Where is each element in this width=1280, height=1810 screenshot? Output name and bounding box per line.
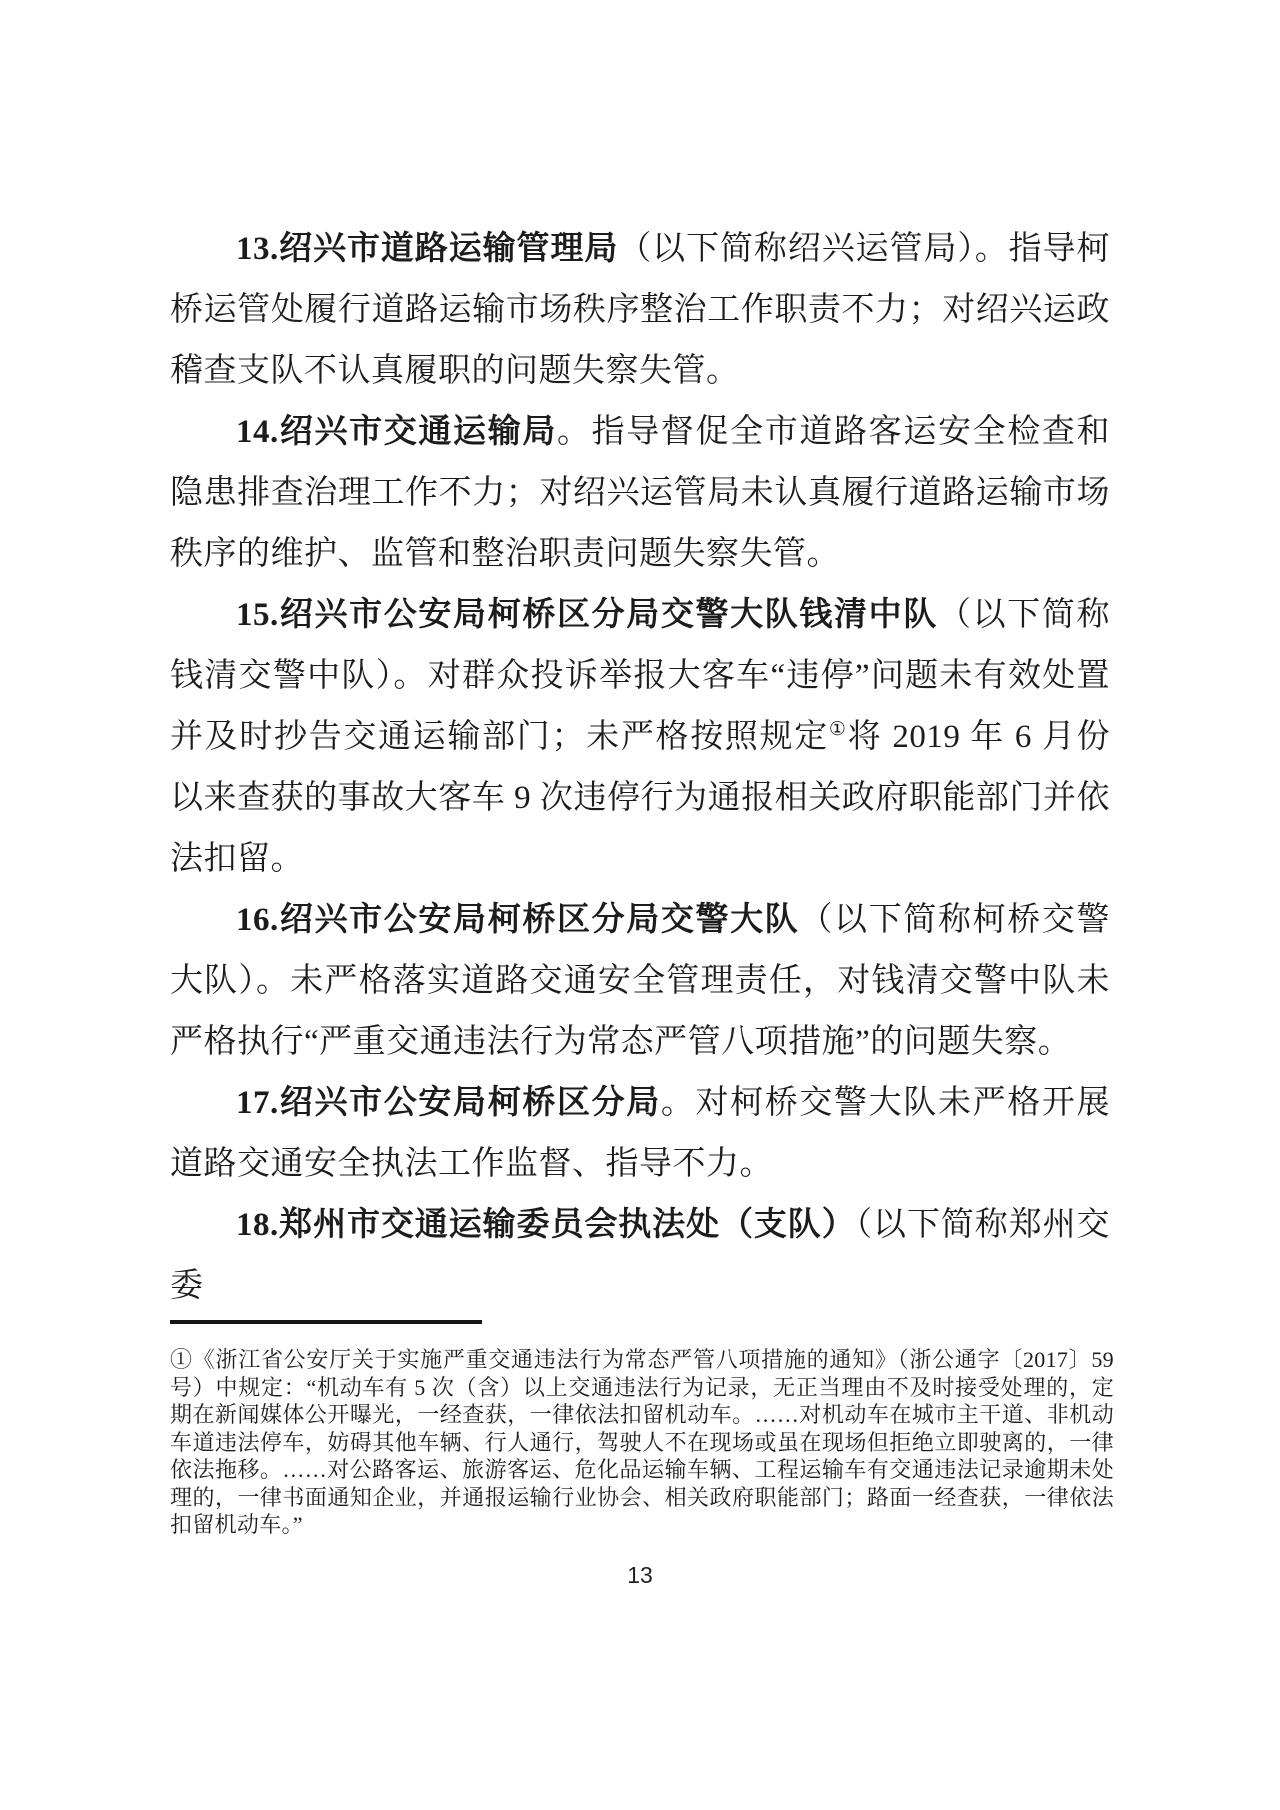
item-13 [170, 219, 1110, 402]
paragraph-text: （以下简称郑州交委 [170, 1207, 1111, 1304]
item-17 [170, 1073, 1110, 1195]
organization-name: 16.绍兴市公安局柯桥区分局交警大队 [236, 902, 800, 938]
footnote-separator [170, 1320, 482, 1324]
document-body [170, 219, 1110, 1317]
item-14 [170, 402, 1110, 585]
item-18 [170, 1195, 1110, 1317]
organization-name: 17.绍兴市公安局柯桥区分局 [236, 1085, 661, 1121]
paragraph-text: （以下简称柯桥交警大队）。未严格落实道路交通安全管理责任，对钱清交警中队未严格执行“严重交通违法行为常态严管八项措施”的问题失察。 [170, 902, 1111, 1060]
organization-name: 15.绍兴市公安局柯桥区分局交警大队钱清中队 [236, 597, 938, 633]
page-number: 13 [627, 1562, 653, 1588]
footnote: ①《浙江省公安厅关于实施严重交通违法行为常态严管八项措施的通知》（浙公通字〔2017〕59 号）中规定：“机动车有 5 次（含）以上交通违法行为记录，无正当理由不及时接受处理的，定期在新闻媒体公开曝光，一经查获，一律依法扣留机动车。……对机动车在城市主干道、非机动车道违法停车，妨碍其他车辆、行人通行，驾驶人不在现场或虽在现场但拒绝立即驶离的，一律依法拖移。……对公路客运、旅游客运、危化品运输车辆、工程运输车有交通违法记录逾期未处理的，一律书面通知企业，并通报运输行业协会、相关政府职能部门；路面一经查获，一律依法扣留机动车。” [170, 1347, 1114, 1537]
organization-name: 14.绍兴市交通运输局 [236, 414, 557, 450]
paragraph-text: （以下简称钱清交警中队）。对群众投诉举报大客车“违停”问题未有效处置并及时抄告交通运输部门；未严格按照规定 [170, 597, 1111, 755]
paragraph-text: 将 2019 年 6 月份以来查获的事故大客车 9 次违停行为通报相关政府职能部门并依法扣留。 [170, 719, 1111, 877]
item-15 [170, 585, 1110, 890]
organization-name: 18.郑州市交通运输委员会执法处（支队） [236, 1207, 856, 1243]
paragraph-text: 。对柯桥交警大队未严格开展道路交通安全执法工作监督、指导不力。 [170, 1085, 1111, 1182]
item-16 [170, 890, 1110, 1073]
footnote-reference-marker: ① [828, 719, 848, 740]
organization-name: 13.绍兴市道路运输管理局 [236, 231, 619, 267]
paragraph-text: （以下简称绍兴运管局）。指导柯桥运管处履行道路运输市场秩序整治工作职责不力；对绍兴运政稽查支队不认真履职的问题失察失管。 [170, 231, 1111, 389]
paragraph-text: 。指导督促全市道路客运安全检查和隐患排查治理工作不力；对绍兴运管局未认真履行道路运输市场秩序的维护、监管和整治职责问题失察失管。 [170, 414, 1111, 572]
